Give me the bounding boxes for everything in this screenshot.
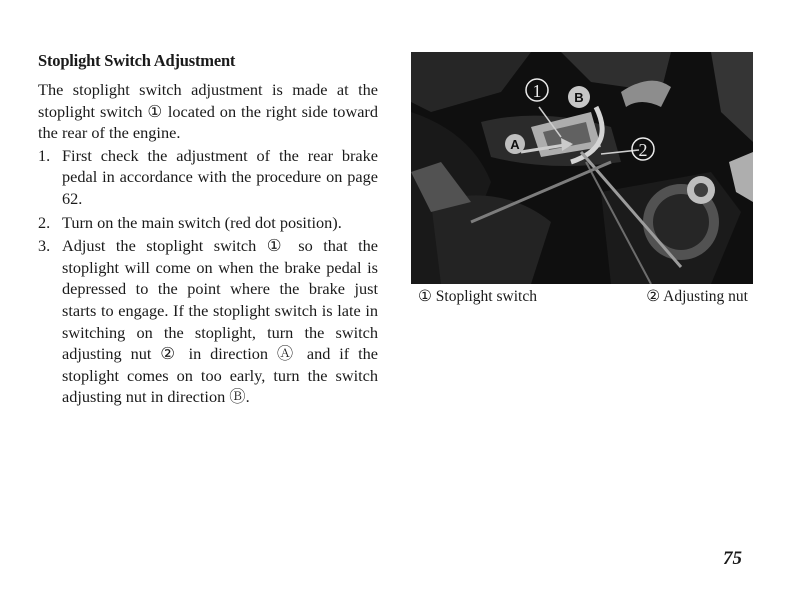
section-title: Stoplight Switch Adjustment xyxy=(38,51,236,70)
step-text: Turn on the main switch (red dot position). xyxy=(62,212,342,232)
step-number: 1. xyxy=(38,145,51,165)
page-number: 75 xyxy=(723,548,742,569)
caption-adjusting-nut: ② Adjusting nut xyxy=(646,288,748,305)
svg-text:A: A xyxy=(510,137,520,152)
svg-text:B: B xyxy=(574,90,584,105)
list-item xyxy=(38,235,378,408)
stoplight-switch-photo xyxy=(411,52,753,284)
list-item xyxy=(38,145,378,210)
svg-text:1: 1 xyxy=(532,81,542,101)
svg-text:2: 2 xyxy=(638,140,648,160)
engine-photo-illustration xyxy=(411,52,753,284)
step-number: 3. xyxy=(38,236,51,256)
step-text: First check the adjustment of the rear brake pedal in accordance with the procedure on page 62. xyxy=(62,145,378,208)
caption-stoplight-switch: ① Stoplight switch xyxy=(418,288,537,305)
steps-list xyxy=(38,145,378,408)
step-number: 2. xyxy=(38,212,51,232)
figure-caption xyxy=(418,287,748,306)
intro-paragraph: The stoplight switch adjustment is made at the stoplight switch ① located on the right side toward the rear of the engine. xyxy=(38,80,378,143)
step-text: Adjust the stoplight switch ① so that the stoplight will come on when the brake pedal is depressed to the point where the brake just starts to engage. If the stoplight switch is late in switching on the stoplight, turn the switch adjusting nut ② in direction Ⓐ and if the stoplight comes on too early, turn the switch adjusting nut in direction Ⓑ. xyxy=(62,236,378,407)
body-text xyxy=(38,79,378,410)
list-item xyxy=(38,212,378,234)
